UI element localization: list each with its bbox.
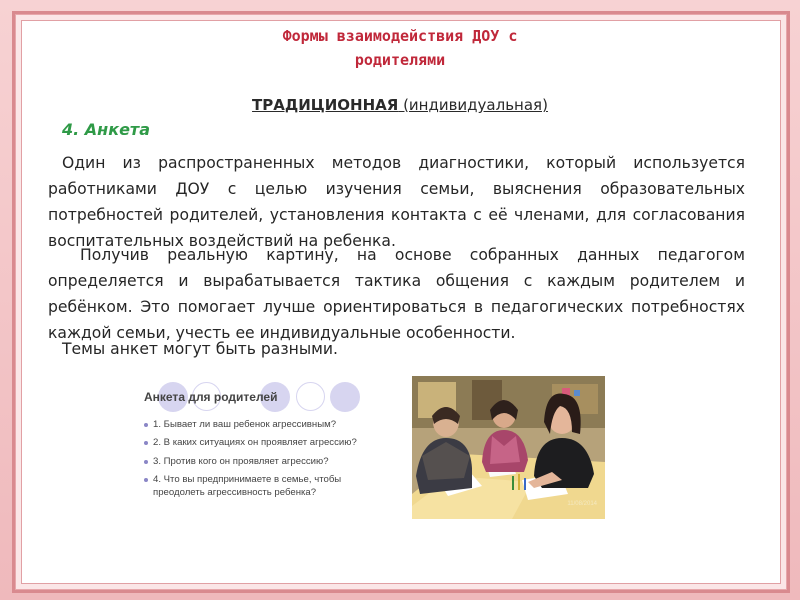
title-line-1: Формы взаимодействия ДОУ с [282, 27, 518, 45]
bullet-icon [144, 423, 148, 427]
photo-illustration [412, 376, 605, 519]
bullet-icon [144, 460, 148, 464]
survey-title: Анкета для родителей [144, 390, 278, 404]
survey-question: 4. Что вы предпринимаете в семье, чтобы преодолеть агрессивность ребенка? [144, 474, 372, 499]
photo-date-stamp: 11/08/2014 [567, 501, 597, 507]
section-label [200, 96, 600, 114]
photo-parents-filling-questionnaire [412, 376, 605, 519]
page-title [200, 24, 600, 72]
item-heading: 4. Анкета [62, 120, 150, 139]
paragraph-2: Получив реальную картину, на основе собранных данных педагогом определяется и вырабатывается тактика общения с каждым родителем и ребёнком. Это помогает лучше ориентироваться в педагогических потребностях каждой семьи, учесть ее индивидуальные особенности. [48, 246, 745, 342]
survey-question: 3. Против кого он проявляет агрессию? [144, 456, 372, 468]
bullet-icon [144, 478, 148, 482]
paragraph-1: Один из распространенных методов диагностики, который используется работниками ДОУ с целью изучения семьи, выяснения образовательных потребностей родителей, установления контакта с её членами, для согласования воспитательных воздействий на ребенка. [48, 154, 745, 250]
survey-question: 2. В каких ситуациях он проявляет агрессию? [144, 437, 372, 449]
bullet-icon [144, 441, 148, 445]
section-label-bold: ТРАДИЦИОННАЯ [252, 96, 399, 114]
section-label-paren: (индивидуальная) [398, 96, 548, 114]
survey-question: 1. Бывает ли ваш ребенок агрессивным? [144, 419, 372, 431]
survey-image [136, 377, 372, 517]
survey-question-list [144, 419, 372, 505]
decor-circle [296, 382, 325, 411]
paragraph-3: Темы анкет могут быть разными. [62, 340, 338, 358]
title-line-2: родителями [354, 51, 446, 69]
decor-circle [330, 382, 360, 412]
